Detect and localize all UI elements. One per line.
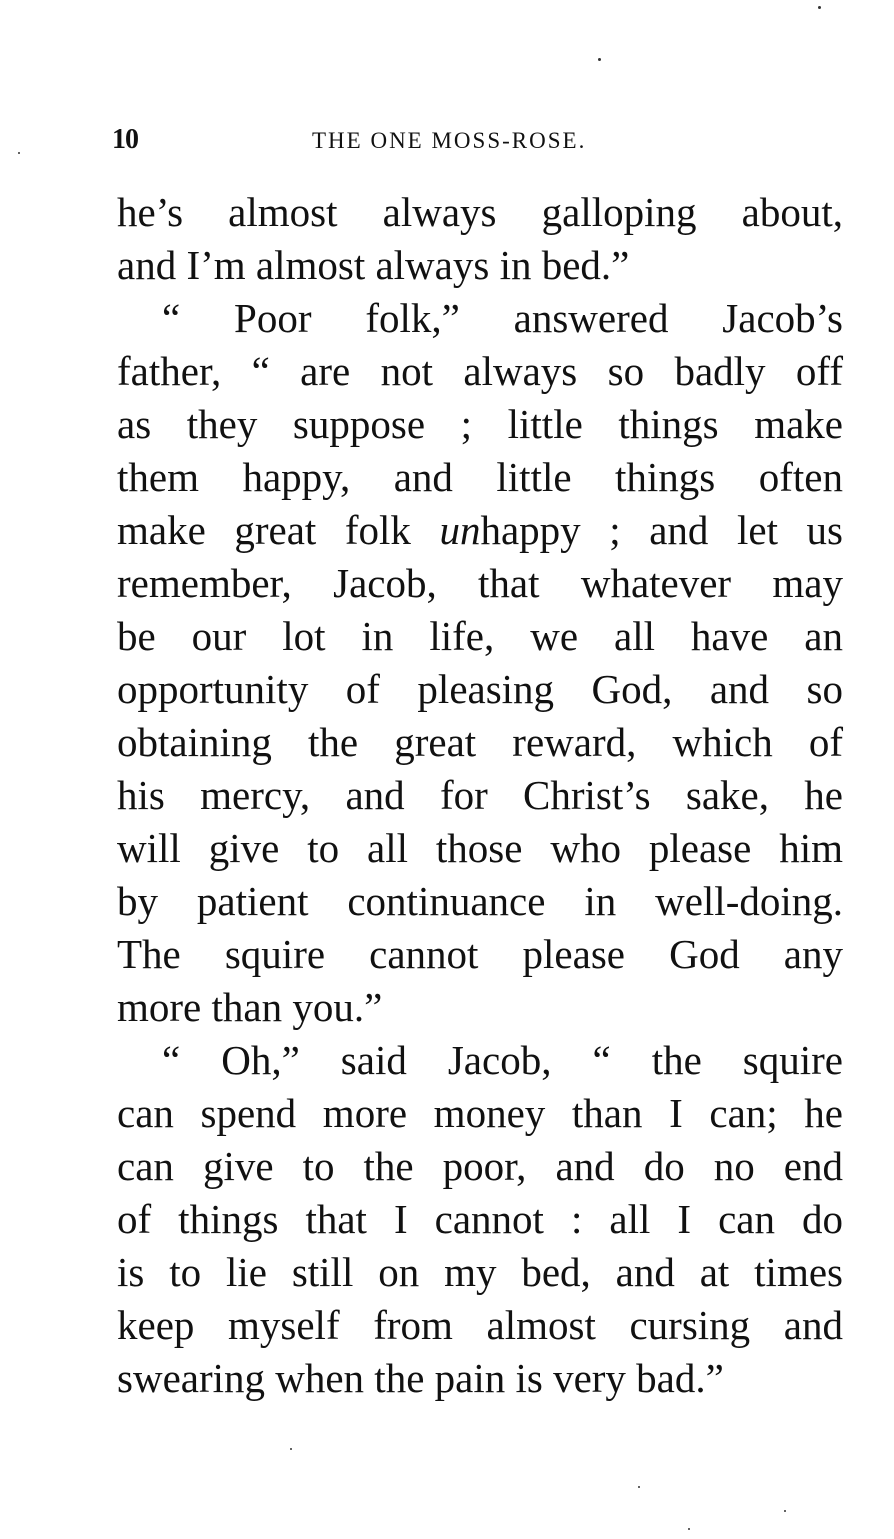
running-head — [112, 124, 842, 164]
text-line: father, “ are not always so badly off — [117, 348, 843, 394]
text-line: opportunity of pleasing God, and so — [117, 666, 843, 712]
text-line: as they suppose ; little things make — [117, 401, 843, 447]
text-line: remember, Jacob, that whatever may — [117, 560, 843, 606]
text-line: “ Oh,” said Jacob, “ the squire — [162, 1037, 843, 1083]
text-line: his mercy, and for Christ’s sake, he — [117, 772, 843, 818]
text-line: “ Poor folk,” answered Jacob’s — [162, 295, 843, 341]
text-line: them happy, and little things often — [117, 454, 843, 500]
paper-speck — [290, 1448, 292, 1450]
page-number: 10 — [112, 124, 138, 155]
paper-speck — [688, 1528, 690, 1530]
text-line: keep myself from almost cursing and — [117, 1302, 843, 1348]
paper-speck — [638, 1486, 640, 1488]
text-line: can give to the poor, and do no end — [117, 1143, 843, 1189]
paper-speck — [818, 6, 821, 9]
text-line: more than you.” — [117, 984, 383, 1030]
text-line: of things that I cannot : all I can do — [117, 1196, 843, 1242]
text-line: make great folk unhappy ; and let us — [117, 507, 843, 553]
text-line: by patient continuance in well-doing. — [117, 878, 843, 924]
text-line: can spend more money than I can; he — [117, 1090, 843, 1136]
paper-speck — [598, 58, 601, 61]
paper-speck — [784, 1510, 786, 1512]
emphasis-text: un — [439, 507, 481, 553]
text-line: be our lot in life, we all have an — [117, 613, 843, 659]
text-line: will give to all those who please him — [117, 825, 843, 871]
running-title: THE ONE MOSS-ROSE. — [312, 128, 587, 153]
text-line: he’s almost always galloping about, — [117, 189, 843, 235]
text-line: The squire cannot please God any — [117, 931, 843, 977]
text-line: obtaining the great reward, which of — [117, 719, 843, 765]
text-line: and I’m almost always in bed.” — [117, 242, 630, 288]
text-line: is to lie still on my bed, and at times — [117, 1249, 843, 1295]
text-line: swearing when the pain is very bad.” — [117, 1355, 724, 1401]
paper-speck — [18, 152, 20, 154]
body-text — [117, 186, 843, 1405]
